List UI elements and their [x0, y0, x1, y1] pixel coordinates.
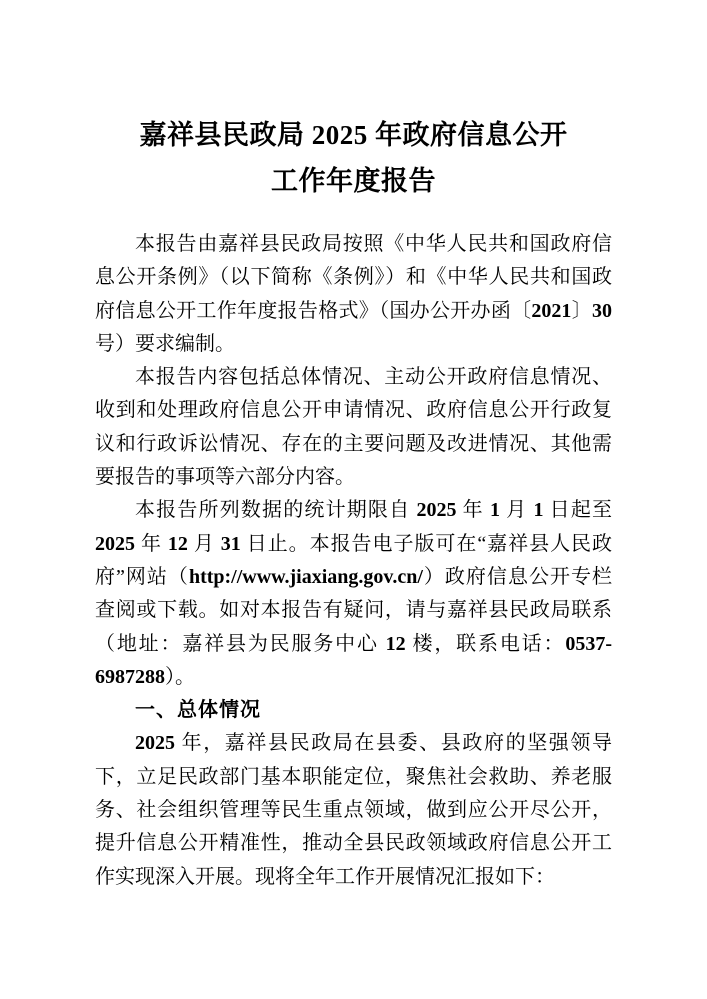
text-run: 月 — [187, 532, 221, 555]
document-title-line-1: 嘉祥县民政局 2025 年政府信息公开 — [139, 120, 568, 150]
text-run: 年 — [456, 499, 490, 522]
document-title-line-2: 工作年度报告 — [271, 166, 436, 196]
document-title — [95, 112, 612, 204]
text-run: 本报告由嘉祥县民政局按照《中华人民共和国政府信息公开条例》（以下简称《条例》）和《中华人民共和国政府信息公开工作年度报告格式》（国办公开办函〔 — [95, 233, 612, 322]
text-run: 日止。本报告电子版可在“嘉祥县人民政府”网站（ — [95, 532, 612, 588]
text-run: 号）要求编制。 — [95, 332, 235, 355]
paragraph — [95, 494, 612, 694]
text-run: 12 — [167, 532, 188, 555]
text-run: 2021 — [531, 299, 572, 322]
paragraph — [95, 228, 612, 361]
paragraph — [95, 727, 612, 893]
text-run: 2025 — [416, 499, 457, 522]
text-run: 2025 — [95, 532, 135, 555]
text-run: 月 — [499, 499, 534, 522]
text-run: 日起至 — [543, 499, 613, 522]
text-run: ）。 — [165, 665, 195, 688]
document-body — [95, 228, 612, 894]
text-run: 〕 — [571, 299, 593, 322]
text-run: 本报告内容包括总体情况、主动公开政府信息情况、收到和处理政府信息公开申请情况、政府信息公开行政复议和行政诉讼情况、存在的主要问题及改进情况、其他需要报告的事项等六部分内容。 — [95, 366, 612, 489]
text-run: ）政府信息公开专栏查阅或下载。如对本报告有疑问，请与嘉祥县民政局联系（地址：嘉祥县为民服务中心 — [95, 565, 612, 655]
section-heading — [95, 694, 612, 727]
text-run: 年 — [135, 532, 168, 555]
text-run: 0537-6987288 — [95, 632, 613, 688]
text-run: 一、总体情况 — [135, 699, 261, 722]
text-run: 31 — [220, 532, 241, 555]
text-run: 1 — [489, 499, 500, 522]
text-run: http://www.jiaxiang.gov.cn/ — [188, 565, 423, 588]
paragraph — [95, 361, 612, 494]
text-run: 12 — [385, 632, 406, 655]
text-run: 楼，联系电话： — [405, 632, 566, 655]
text-run: 年，嘉祥县民政局在县委、县政府的坚强领导下，立足民政部门基本职能定位，聚焦社会救助、养老服务、社会组织管理等民生重点领域，做到应公开尽公开，提升信息公开精准性，推动全县民政领域政府信息公开工作实现深入开展。现将全年工作开展情况汇报如下： — [95, 732, 612, 888]
text-run: 2025 — [135, 732, 175, 755]
text-run: 30 — [592, 299, 613, 322]
text-run: 本报告所列数据的统计期限自 — [135, 499, 417, 522]
text-run: 1 — [533, 499, 544, 522]
